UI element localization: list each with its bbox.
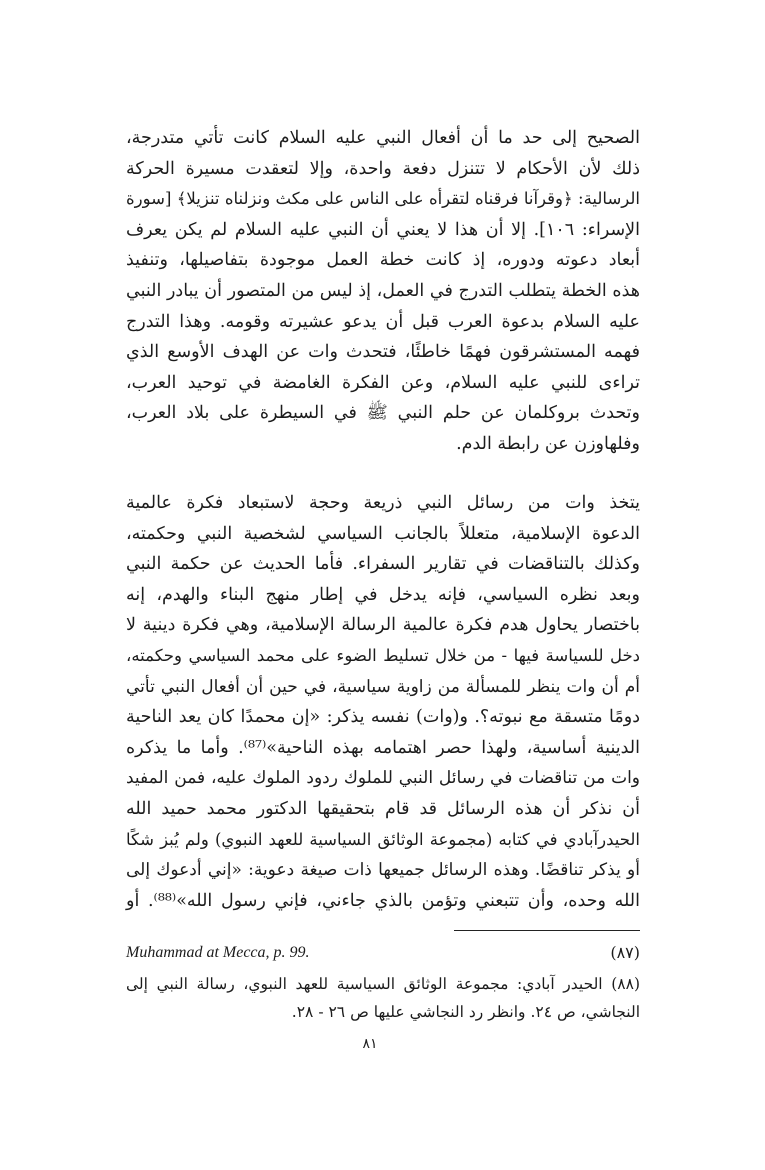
paragraph-1 — [126, 123, 640, 460]
text-line: عليه السلام بدعوة العرب قبل أن يدعو عشيرته وقومه. وهذا التدرج — [126, 311, 640, 332]
text-line: ذلك لأن الأحكام لا تتنزل دفعة واحدة، وإلا لتعقدت مسيرة الحركة — [126, 158, 640, 179]
text-line: الدينية أساسية، ولهذا حصر اهتمامه بهذه الناحية»⁽⁸⁷⁾. وأما ما يذكره — [126, 737, 640, 758]
text-line: وتحدث بروكلمان عن حلم النبي ﷺ في السيطرة على بلاد العرب، — [126, 403, 640, 424]
footnote-87 — [126, 939, 640, 967]
footnote-line: النجاشي، ص ٢٤. وانظر رد النجاشي عليها ص ٢٦ - ٢٨. — [291, 1003, 640, 1021]
page-number: ٨١ — [362, 1036, 378, 1052]
text-line: الصحيح إلى حد ما أن أفعال النبي عليه السلام كانت تأتي متدرجة، — [126, 128, 640, 148]
text-line: وات من تناقضات في رسائل النبي للملوك ردود الملوك عليه، فمن المفيد — [126, 768, 640, 789]
text-line: الدعوة الإسلامية، متعللاً بالجانب السياسي لشخصية النبي وحكمته، — [126, 523, 640, 544]
text-line: أم أن وات ينظر للمسألة من زاوية سياسية، في حين أن أفعال النبي تأتي — [126, 676, 640, 697]
text-line: الإسراء: ١٠٦]. إلا أن هذا لا يعني أن النبي عليه السلام لم يكن يعرف — [126, 219, 640, 240]
text-line: هذه الخطة يتطلب التدرج في العمل، إذ ليس من المتصور أن يبادر النبي — [126, 280, 640, 301]
text-line: فهمه المستشرقون فهمًا خاطئًا، فتحدث وات عن الهدف الأوسع الذي — [126, 342, 640, 363]
text-line: تراءى للنبي عليه السلام، وعن الفكرة الغامضة في توحيد العرب، — [126, 372, 640, 393]
text-line: أن نذكر أن هذه الرسائل قد قام بتحقيقها الدكتور محمد حميد الله — [126, 798, 640, 819]
text-line: وكذلك بالتناقضات في تقارير السفراء. فأما الحديث عن حكمة النبي — [126, 554, 640, 575]
text-line: وبعد نظره السياسي، فإنه يدخل في إطار منهج البناء والهدم، إنه — [126, 584, 640, 605]
footnote-line: (٨٨) الحيدر آبادي: مجموعة الوثائق السياسية للعهد النبوي، رسالة النبي إلى — [126, 975, 640, 993]
text-line: أو يذكر تناقضًا. وهذه الرسائل جميعها ذات صيغة دعوية: «إني أدعوك إلى — [126, 860, 640, 881]
text-line: الحيدرآبادي في كتابه (مجموعة الوثائق السياسية للعهد النبوي) ولم يُبز شكًا — [126, 829, 640, 849]
text-line: باختصار يحاول هدم فكرة عالمية الرسالة الإسلامية، وهي فكرة دينية لا — [126, 615, 640, 636]
footnote-divider — [454, 930, 640, 931]
footnote-88 — [126, 970, 640, 1026]
text-line: دخل للسياسة فيها - من خلال تسليط الضوء على محمد السياسي وحكمته، — [126, 645, 640, 665]
text-line: الله وحده، وأن تتبعني وتؤمن بالذي جاءني، فإني رسول الله»⁽⁸⁸⁾. أو — [126, 890, 640, 911]
footnote-87-text: Muhammad at Mecca, p. 99. — [126, 944, 310, 961]
paragraph-2 — [126, 488, 640, 916]
footnote-marker: (٨٧) — [610, 943, 640, 962]
text-line: دومًا متسقة مع نبوته؟. و(وات) نفسه يذكر: «إن محمدًا كان يعد الناحية — [126, 707, 640, 728]
text-line: وفلهاوزن عن رابطة الدم. — [456, 433, 640, 454]
quran-verse-line: الرسالية: ﴿وقرآنا فرقناه لتقرأه على الناس على مكث ونزلناه تنزيلا﴾ [سورة — [126, 189, 640, 209]
text-line: يتخذ وات من رسائل النبي ذريعة وحجة لاستبعاد فكرة عالمية — [126, 493, 640, 513]
text-line: أبعاد دعوته ودوره، إذ كانت خطة العمل موجودة بتفاصيلها، وتنفيذ — [126, 250, 640, 271]
